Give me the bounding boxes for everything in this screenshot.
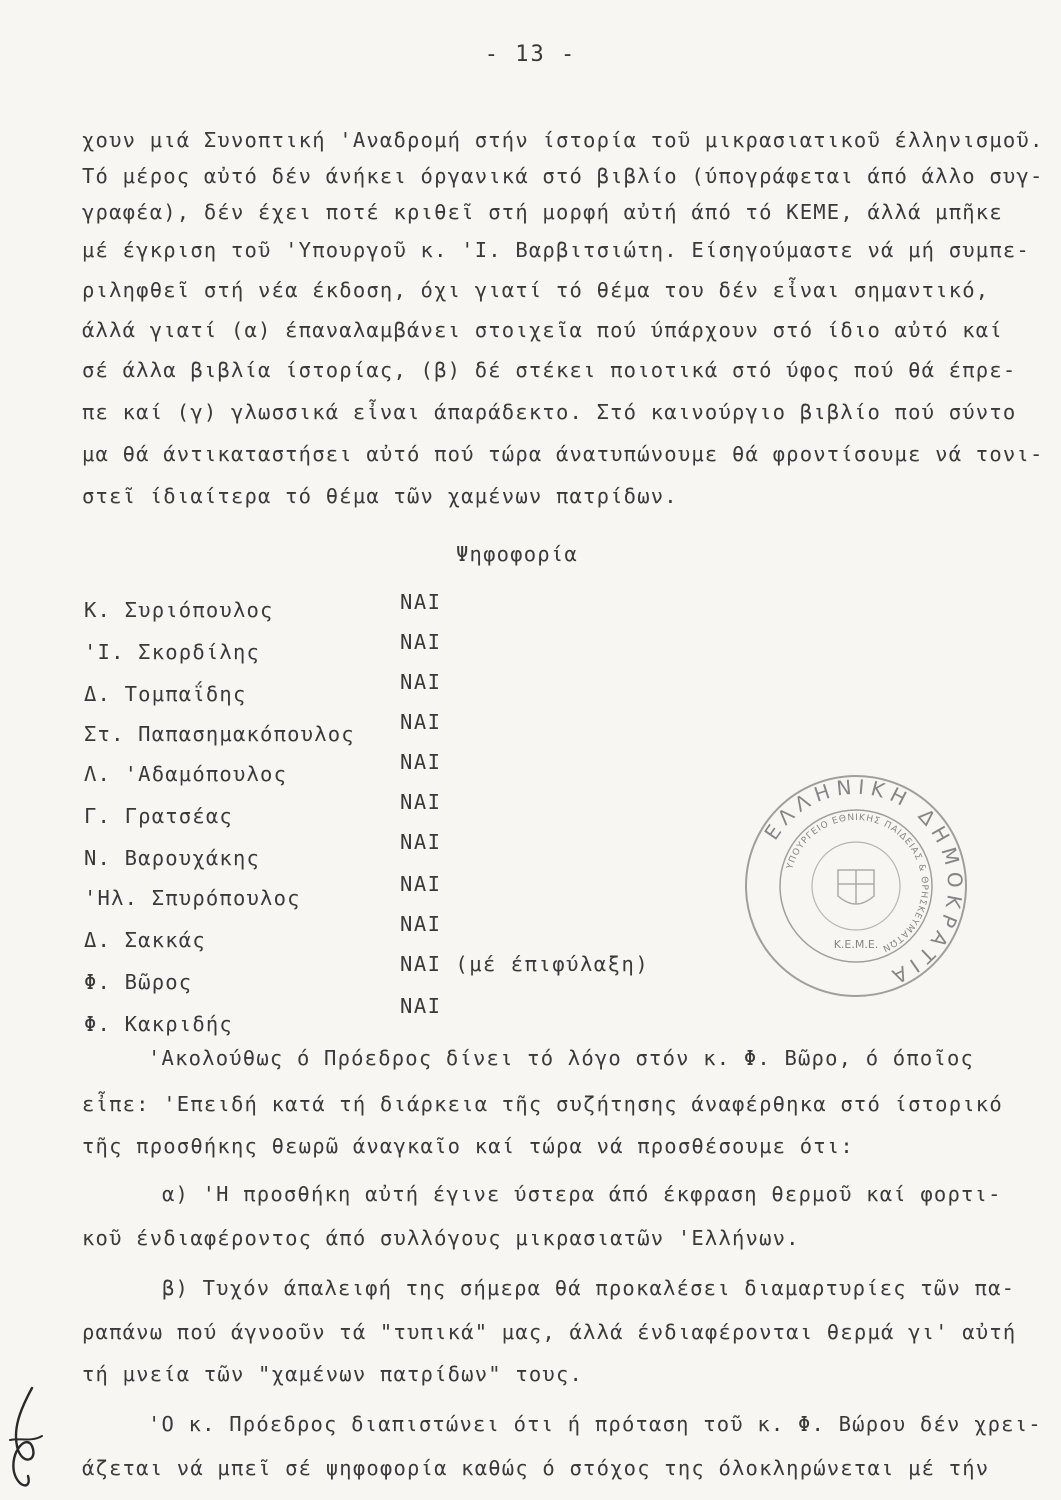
page-number: - 13 - <box>484 42 577 67</box>
official-stamp <box>742 772 970 1000</box>
text-line: ριληφθεῖ στή νέα έκδοση, όχι γιατί τό θέμα του δέν εἶναι σημαντικό, <box>82 278 990 302</box>
vote-value: ΝΑΙ <box>400 750 442 774</box>
voter-name: Γ. Γρατσέας <box>84 804 233 828</box>
text-line: μέ έγκριση τοῦ 'Υπουργοῦ κ. 'Ι. Βαρβιτσιώτη. Είσηγούμαστε νά μή συμπε- <box>82 238 1030 262</box>
vote-value: ΝΑΙ <box>400 710 442 734</box>
emblem-icon <box>838 870 874 904</box>
voter-name: Φ. Βῶρος <box>84 970 193 994</box>
text-line: εἶπε: 'Επειδή κατά τή διάρκεια τῆς συζήτησης άναφέρθηκα στό ίστορικό <box>82 1092 1003 1116</box>
text-line: α) 'Η προσθήκη αὐτή έγινε ύστερα άπό έκφραση θερμοῦ καί φορτι- <box>162 1182 1002 1206</box>
signature-mark <box>2 1380 50 1500</box>
vote-value: ΝΑΙ <box>400 670 442 694</box>
text-line: πε καί (γ) γλωσσικά εἶναι άπαράδεκτο. Στό καινούργιο βιβλίο πού σύντο <box>82 400 1017 424</box>
text-line: τῆς προσθήκης θεωρῶ άναγκαῖο καί τώρα νά προσθέσουμε ότι: <box>82 1134 854 1158</box>
voter-name: Κ. Συριόπουλος <box>84 598 274 622</box>
text-line: κοῦ ένδιαφέροντος άπό συλλόγους μικρασιατῶν 'Ελλήνων. <box>82 1226 800 1250</box>
voter-name: Φ. Κακριδής <box>84 1012 233 1036</box>
text-line: τή μνεία τῶν "χαμένων πατρίδων" τους. <box>82 1362 584 1386</box>
voter-name: Λ. 'Αδαμόπουλος <box>84 762 288 786</box>
vote-value: ΝΑΙ <box>400 630 442 654</box>
stamp-inner-text: ΥΠΟΥΡΓΕΙΟ ΕΘΝΙΚΗΣ ΠΑΙΔΕΙΑΣ & ΘΡΗΣΚΕΥΜΑΤΩΝ <box>785 812 930 954</box>
text-line: στεῖ ίδιαίτερα τό θέμα τῶν χαμένων πατρίδων. <box>82 484 678 508</box>
text-line: 'Ακολούθως ό Πρόεδρος δίνει τό λόγο στόν κ. Φ. Βῶρο, ό όποῖος <box>148 1046 975 1070</box>
vote-heading: Ψηφοφορία <box>456 542 578 566</box>
text-line: άλλά γιατί (α) έπαναλαμβάνει στοιχεῖα πού ύπάρχουν στό ίδιο αὐτό καί <box>82 318 1003 342</box>
voter-name: Στ. Παπασημακόπουλος <box>84 722 355 746</box>
vote-value: ΝΑΙ <box>400 830 442 854</box>
text-line: Τό μέρος αὐτό δέν άνήκει όργανικά στό βιβλίο (ύπογράφεται άπό άλλο συγ- <box>82 164 1044 188</box>
text-line: 'Ο κ. Πρόεδρος διαπιστώνει ότι ή πρόταση τοῦ κ. Φ. Βώρου δέν χρει- <box>148 1412 1042 1436</box>
vote-value: ΝΑΙ <box>400 790 442 814</box>
vote-value: ΝΑΙ (μέ έπιφύλαξη) <box>400 952 650 976</box>
voter-name: 'Ι. Σκορδίλης <box>84 640 261 664</box>
voter-name: 'Ηλ. Σπυρόπουλος <box>84 886 301 910</box>
svg-text:ΥΠΟΥΡΓΕΙΟ ΕΘΝΙΚΗΣ ΠΑΙΔΕΙΑΣ & Θ <box>785 813 929 953</box>
text-line: χουν μιά Συνοπτική 'Αναδρομή στήν ίστορία τοῦ μικρασιατικοῦ έλληνισμοῦ. <box>82 128 1044 152</box>
text-line: μα θά άντικαταστήσει αὐτό πού τώρα άνατυπώνουμε θά φροντίσουμε νά τονι- <box>82 442 1044 466</box>
text-line: άζεται νά μπεῖ σέ ψηφοφορία καθώς ό στόχος της όλοκληρώνεται μέ τήν <box>82 1456 990 1480</box>
text-line: σέ άλλα βιβλία ίστορίας, (β) δέ στέκει ποιοτικά στό ύφος πού θά έπρε- <box>82 358 1017 382</box>
stamp-ring-text: ΕΛΛΗΝΙΚΗ ΔΗΜΟΚΡΑΤΙΑ <box>759 774 968 991</box>
vote-value: ΝΑΙ <box>400 590 442 614</box>
vote-value: ΝΑΙ <box>400 994 442 1018</box>
voter-name: Ν. Βαρουχάκης <box>84 846 261 870</box>
vote-value: ΝΑΙ <box>400 912 442 936</box>
voter-name: Δ. Τομπαΐδης <box>84 682 247 706</box>
text-line: ραπάνω πού άγνοοῦν τά "τυπικά" μας, άλλά ένδιαφέρονται θερμά γι' αὐτή <box>82 1320 1017 1344</box>
text-line: γραφέα), δέν έχει ποτέ κριθεῖ στή μορφή αὐτή άπό τό ΚΕΜΕ, άλλά μπῆκε <box>82 200 1003 224</box>
text-line: β) Τυχόν άπαλειφή της σήμερα θά προκαλέσει διαμαρτυρίες τῶν πα- <box>162 1276 1016 1300</box>
voter-name: Δ. Σακκάς <box>84 928 206 952</box>
svg-text:ΕΛΛΗΝΙΚΗ ΔΗΜΟΚΡΑΤΙΑ <box>759 775 967 991</box>
vote-value: ΝΑΙ <box>400 872 442 896</box>
stamp-bottom-text: Κ.Ε.Μ.Ε. <box>833 938 879 951</box>
